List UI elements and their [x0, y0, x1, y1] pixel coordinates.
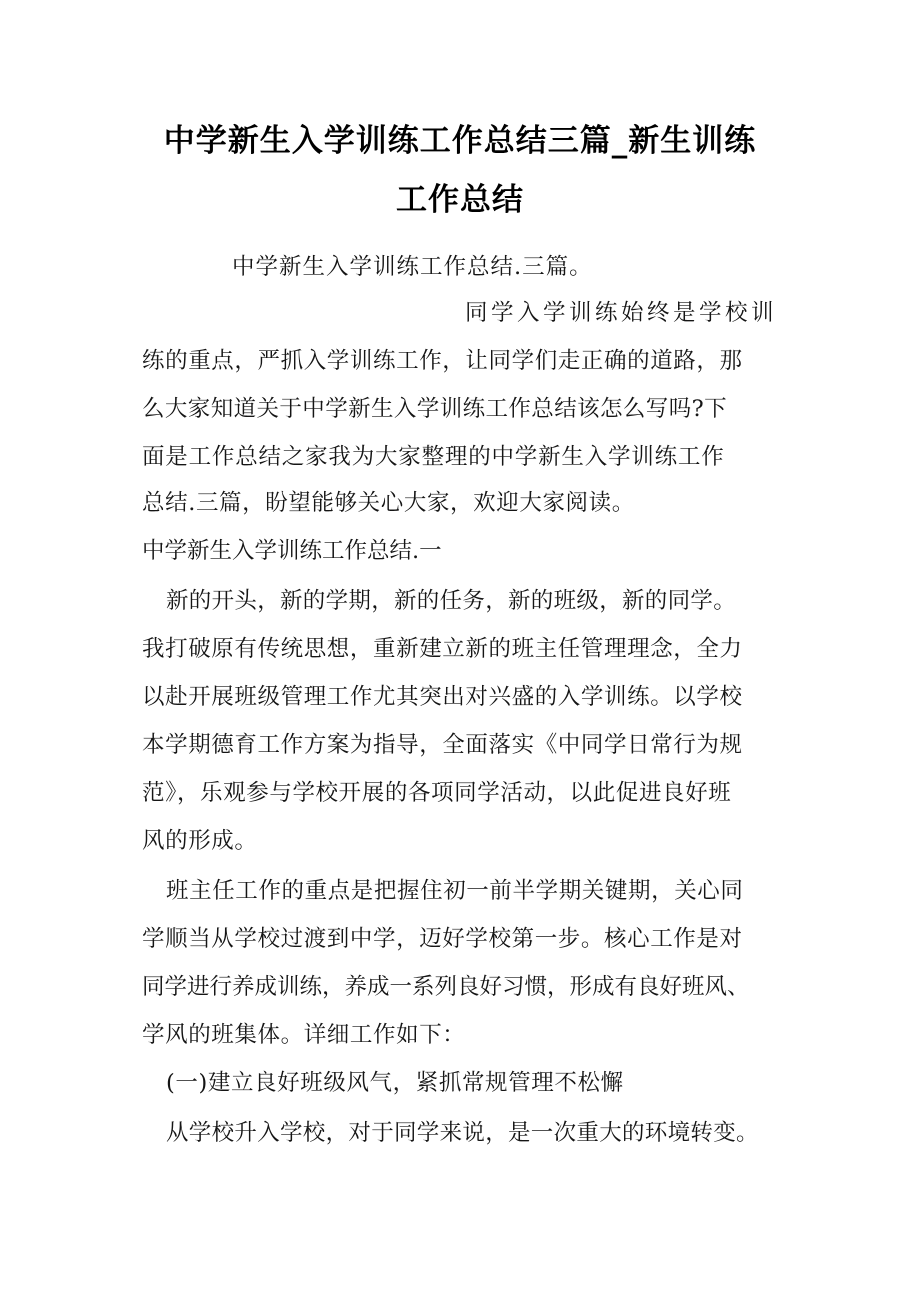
paragraph-line: 本学期德育工作方案为指导，全面落实《中同学日常行为规	[142, 732, 743, 758]
paragraph-line: 面是工作总结之家我为大家整理的中学新生入学训练工作	[142, 444, 725, 470]
paragraph-line: 以赴开展班级管理工作尤其突出对兴盛的入学训练。以学校	[142, 684, 743, 710]
paragraph-line: 风的形成。	[142, 828, 258, 854]
paragraph-line: 从学校升入学校，对于同学来说，是一次重大的环境转变。	[166, 1120, 759, 1146]
paragraph-line: 学顺当从学校过渡到中学，迈好学校第一步。核心工作是对	[142, 926, 743, 952]
section-heading: 中学新生入学训练工作总结.一	[142, 538, 442, 564]
paragraph-line: 范》，乐观参与学校开展的各项同学活动，以此促进良好班	[142, 780, 732, 806]
document-title-line-2: 工作总结	[396, 182, 524, 218]
paragraph-line: 学风的班集体。详细工作如下：	[142, 1022, 466, 1048]
paragraph-line: 新的开头，新的学期，新的任务，新的班级，新的同学。	[166, 588, 737, 614]
paragraph-line: 练的重点，严抓入学训练工作，让同学们走正确的道路，那	[142, 348, 743, 374]
paragraph-line: 总结.三篇，盼望能够关心大家，欢迎大家阅读。	[142, 490, 635, 516]
subsection-heading: (一)建立良好班级风气，紧抓常规管理不松懈	[166, 1070, 624, 1096]
intro-heading: 中学新生入学训练工作总结.三篇。	[232, 254, 593, 280]
document-title-line-1: 中学新生入学训练工作总结三篇_新生训练	[163, 123, 757, 159]
paragraph-line: 同学进行养成训练，养成一系列良好习惯，形成有良好班风、	[142, 974, 750, 1000]
paragraph-line: 么大家知道关于中学新生入学训练工作总结该怎么写吗?下	[142, 396, 727, 422]
paragraph-line: 班主任工作的重点是把握住初一前半学期关键期，关心同	[166, 878, 744, 904]
paragraph-line: 我打破原有传统思想，重新建立新的班主任管理理念，全力	[142, 636, 743, 662]
paragraph-line: 同学入学训练始终是学校训	[465, 300, 778, 326]
